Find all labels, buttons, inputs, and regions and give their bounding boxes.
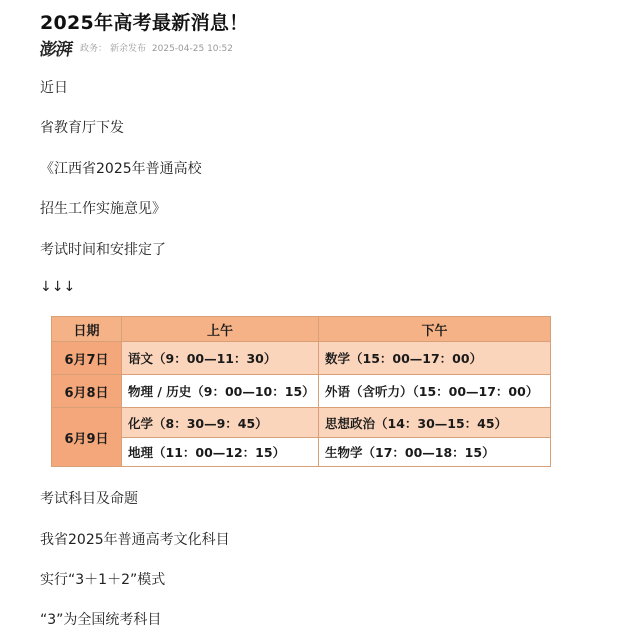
morning-cell: 物理 / 历史（9：00—10：15） [122,375,319,408]
date-cell: 6月7日 [52,342,122,375]
source-logo[interactable]: 澎湃 [38,39,74,60]
article-meta [38,37,236,60]
table-header-row [52,317,551,342]
meta-author[interactable]: 新余发布 [110,43,147,54]
meta-channel: 政务： [80,43,108,54]
date-cell: 6月9日 [52,408,122,467]
table-row [52,342,551,375]
header-date: 日期 [52,317,122,342]
exam-schedule-table [51,316,551,467]
header-morning: 上午 [122,317,319,342]
morning-cell: 地理（11：00—12：15） [122,438,319,467]
afternoon-cell: 思想政治（14：30—15：45） [319,408,551,438]
paragraph: 我省2025年普通高考文化科目 [40,532,230,548]
table-row [52,438,551,467]
morning-cell: 化学（8：30—9：45） [122,408,319,438]
article-title: 2025年高考最新消息！ [40,12,249,34]
afternoon-cell: 数学（15：00—17：00） [319,342,551,375]
morning-cell: 语文（9：00—11：30） [122,342,319,375]
table-row [52,375,551,408]
paragraph: 考试时间和安排定了 [40,242,166,258]
paragraph: “3”为全国统考科目 [40,612,162,628]
paragraph: 招生工作实施意见》 [40,201,166,217]
paragraph: 实行“3＋1＋2”模式 [40,572,166,588]
header-afternoon: 下午 [319,317,551,342]
meta-datetime: 2025-04-25 10:52 [151,43,234,54]
afternoon-cell: 外语（含听力）（15：00—17：00） [319,375,551,408]
afternoon-cell: 生物学（17：00—18：15） [319,438,551,467]
paragraph: 近日 [40,80,68,96]
paragraph: 《江西省2025年普通高校 [40,161,202,177]
paragraph: 省教育厅下发 [40,120,124,136]
paragraph: 考试科目及命题 [40,491,138,507]
meta-text [80,41,236,54]
table-row [52,408,551,438]
date-cell: 6月8日 [52,375,122,408]
down-arrows: ↓↓↓ [40,279,76,295]
